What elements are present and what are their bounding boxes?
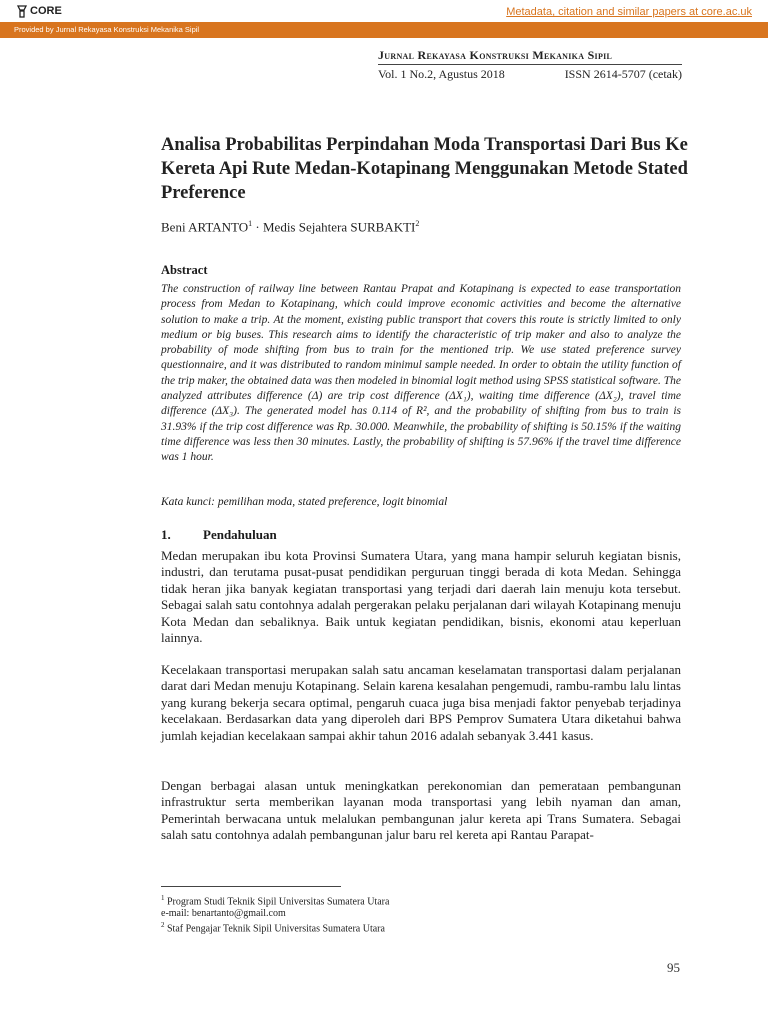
core-logo-icon <box>16 4 28 18</box>
journal-meta <box>378 67 682 82</box>
footnote-2-text: Staf Pengajar Teknik Sipil Universitas Sumatera Utara <box>167 923 385 935</box>
core-header-bar <box>0 0 768 22</box>
author-1: Beni ARTANTO <box>161 219 249 235</box>
article-title: Analisa Probabilitas Perpindahan Moda Transportasi Dari Bus Ke Kereta Api Rute Medan-Kotapinang Menggunakan Metode Stated Preference <box>161 135 688 203</box>
footnote-1-text: Program Studi Teknik Sipil Universitas Sumatera Utara <box>167 896 390 908</box>
section-heading <box>161 527 277 543</box>
page-number: 95 <box>667 960 680 975</box>
core-logo-text: CORE <box>30 5 62 17</box>
footnote-1 <box>161 894 389 907</box>
footnote-2 <box>161 921 385 934</box>
footnote-2-marker: 2 <box>161 921 165 929</box>
provided-by-banner <box>0 22 768 38</box>
journal-name: Jurnal Rekayasa Konstruksi Mekanika Sipil <box>378 48 682 65</box>
section-number: 1. <box>161 527 171 542</box>
abstract-heading: Abstract <box>161 263 208 277</box>
paragraph-2: Kecelakaan transportasi merupakan salah satu ancaman keselamatan transportasi dalam perjalanan darat dari Medan menuju Kotapinang. Selain karena kesalahan pengemudi, rambu-rambu lalu lintas yang kurang bekerja secara optimal, pengaruh cuaca juga bisa menjadi faktor penyebab terjadinya kecelakaan. Berdasarkan data yang diperoleh dari BPS Pemprov Sumatera Utara diketahui bahwa jumlah kejadian kecelakaan sampai akhir tahun 2016 adalah sebanyak 3.441 kasus. <box>161 662 681 743</box>
author-1-affiliation: 1 <box>248 219 253 228</box>
paragraph-3: Dengan berbagai alasan untuk meningkatkan perekonomian dan pemerataan pembangunan infrastruktur serta memberikan layanan moda transportasi yang lebih nyaman dan aman, Pemerintah berwacana untuk melalukan pembangunan jalur kereta api Trans Sumatera. Sebagai salah satu contohnya adalah pembangunan jalur baru rel kereta api Rantau Parapat- <box>161 778 681 843</box>
author-separator: · <box>252 219 263 235</box>
footnote-1-marker: 1 <box>161 894 165 902</box>
paragraph-1: Medan merupakan ibu kota Provinsi Sumatera Utara, yang mana hampir seluruh kegiatan bisnis, industri, dan terutama pusat-pusat pendidikan perguruan tinggi berada di kota Medan. Sehingga tidak heran jika banyak kegiatan transportasi yang terjadi dari daerah lain menuju kota tersebut. Sebagai salah satu contohnya adalah pergerakan pelaku perjalanan dari wilayah Kotapinang menuju Kota Medan dan sebaliknya. Baik untuk kegiatan pendidikan, bisnis, ekonomi atau keperluan lainnya. <box>161 548 681 646</box>
core-metadata-link[interactable]: Metadata, citation and similar papers at core.ac.uk <box>506 6 752 18</box>
journal-issn: ISSN 2614-5707 (cetak) <box>564 67 682 81</box>
journal-header <box>378 48 682 82</box>
footnote-1-email: e-mail: benartanto@gmail.com <box>161 908 286 919</box>
abstract-body: The construction of railway line between Rantau Prapat and Kotapinang is expected to ease transportation process from Medan to Kotapinang, which could improve economic activities and become the alternative solution to make a trip. At the moment, existing public transport that covers this route is strictly limited to only medium or big buses. This research aims to identify the characteristic of trip maker and also to analyze the probability of mode shifting from bus to train for the mentioned trip. We use stated preference survey questionnaire, and it was distributed to random minimul sample needed. In order to obtain the utility function of the trip maker, the obtained data was then modeled in binomial logit method using SPSS statistical software. The analyzed attributes difference (Δ) are trip cost difference (ΔX₁), waiting time difference (ΔX₂), travel time difference (ΔX₃). The generated model has 0.114 of R², and the probability of shifting from bus to train is 31.93% if the trip cost difference was Rp. 30.000. Meanwhile, the probability of shifting is 50.15% if the waiting time difference was less then 30 minutes. Lastly, the probability of shifting is 57.96% if the travel time difference was 1 hour. <box>161 283 681 464</box>
provided-by-text: Provided by Jurnal Rekayasa Konstruksi Mekanika Sipil <box>14 25 200 34</box>
keywords: Kata kunci: pemilihan moda, stated preference, logit binomial <box>161 496 448 508</box>
author-line <box>161 219 419 235</box>
author-2-affiliation: 2 <box>415 219 420 228</box>
core-logo[interactable] <box>16 4 62 18</box>
section-title: Pendahuluan <box>203 527 277 542</box>
author-2: Medis Sejahtera SURBAKTI <box>262 219 416 235</box>
journal-volume: Vol. 1 No.2, Agustus 2018 <box>378 67 505 81</box>
footnote-divider <box>161 886 341 887</box>
